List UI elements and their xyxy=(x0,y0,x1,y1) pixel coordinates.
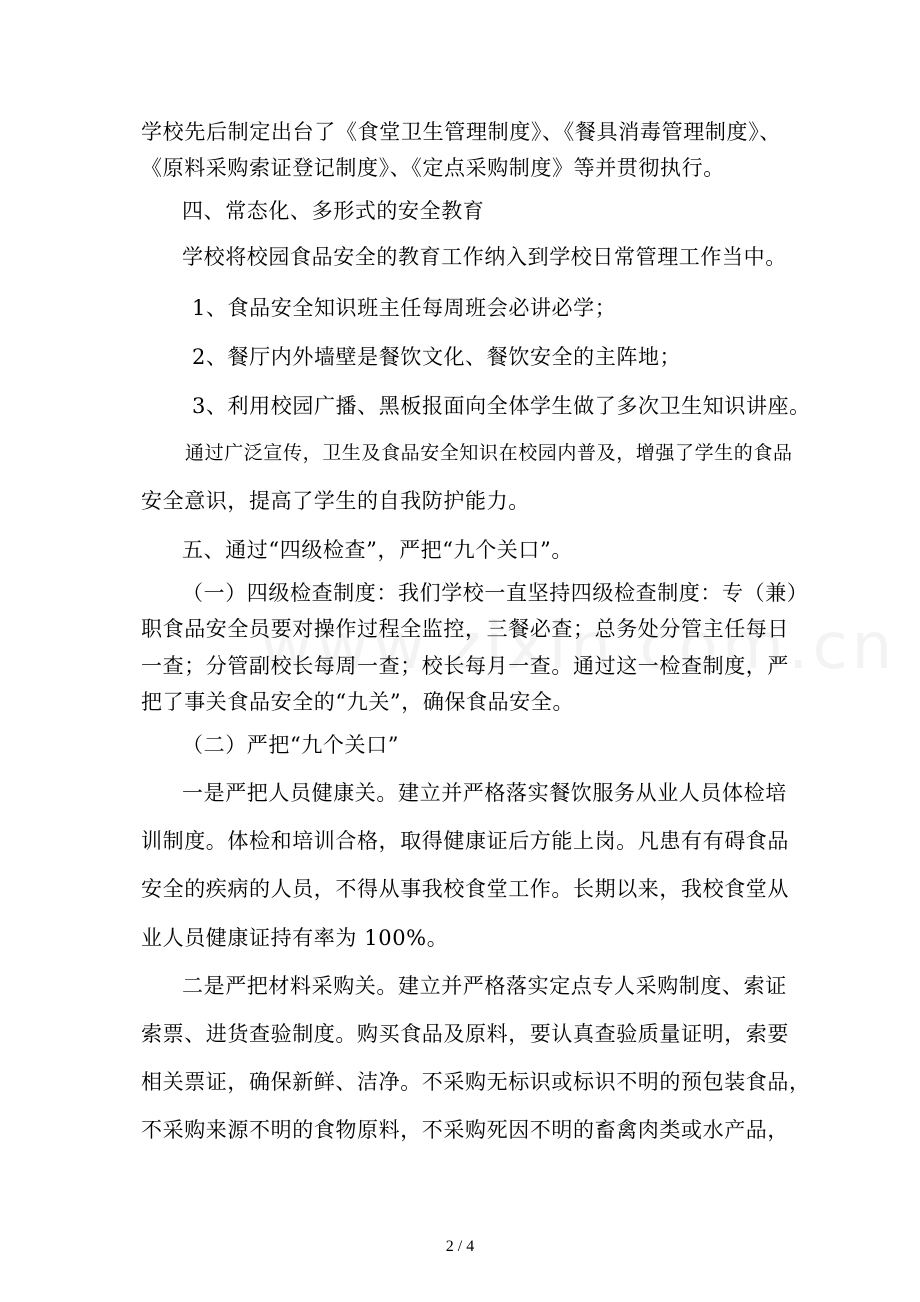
body-text-line: 相关票证，确保新鲜、洁净。不采购无标识或标识不明的预包装食品， xyxy=(141,1070,811,1094)
body-text-line: 学校先后制定出台了《食堂卫生管理制度》、《餐具消毒管理制度》、 xyxy=(141,120,781,144)
body-text-line: 索票、进货查验制度。购买食品及原料，要认真查验质量证明，索要 xyxy=(141,1022,789,1046)
body-text-line: 一查；分管副校长每周一查；校长每月一查。通过这一检查制度，严 xyxy=(141,654,789,678)
body-text-line: 二是严把材料采购关。建立并严格落实定点专人采购制度、索证 xyxy=(182,974,787,998)
body-text-line: 安全意识，提高了学生的自我防护能力。 xyxy=(141,489,530,513)
list-item-3: 3、利用校园广播、黑板报面向全体学生做了多次卫生知识讲座。 xyxy=(192,394,811,418)
body-text-line: 不采购来源不明的食物原料，不采购死因不明的畜禽肉类或水产品， xyxy=(141,1118,789,1142)
body-text-line: 把了事关食品安全的“九关”，确保食品安全。 xyxy=(141,690,575,714)
body-text-line: 一是严把人员健康关。建立并严格落实餐饮服务从业人员体检培 xyxy=(182,781,787,805)
body-text-line: 职食品安全员要对操作过程全监控，三餐必查；总务处分管主任每日 xyxy=(141,617,789,641)
section-heading-5: 五、通过“四级检查”，严把“九个关口”。 xyxy=(182,538,573,562)
subsection-heading-1: （一）四级检查制度：我们学校一直坚持四级检查制度：专（兼） xyxy=(182,581,809,605)
body-text-line: 通过广泛宣传，卫生及食品安全知识在校园内普及，增强了学生的食品 xyxy=(185,442,793,464)
section-heading-4: 四、常态化、多形式的安全教育 xyxy=(182,199,485,223)
subsection-heading-2: （二）严把“九个关口” xyxy=(182,733,400,757)
body-text-line: 《原料采购索证登记制度》、《定点采购制度》等并贯彻执行。 xyxy=(141,156,725,180)
body-text-line: 学校将校园食品安全的教育工作纳入到学校日常管理工作当中。 xyxy=(182,245,787,269)
page-number: 2 / 4 xyxy=(445,1238,475,1255)
list-item-2: 2、餐厅内外墙壁是餐饮文化、餐饮安全的主阵地； xyxy=(192,345,682,369)
body-text-line: 训制度。体检和培训合格，取得健康证后方能上岗。凡患有有碍食品 xyxy=(141,829,789,853)
body-text-line: 业人员健康证持有率为 100%。 xyxy=(141,926,449,950)
list-item-1: 1、食品安全知识班主任每周班会必讲必学； xyxy=(192,296,617,320)
body-text-line: 安全的疾病的人员，不得从事我校食堂工作。长期以来，我校食堂从 xyxy=(141,877,789,901)
